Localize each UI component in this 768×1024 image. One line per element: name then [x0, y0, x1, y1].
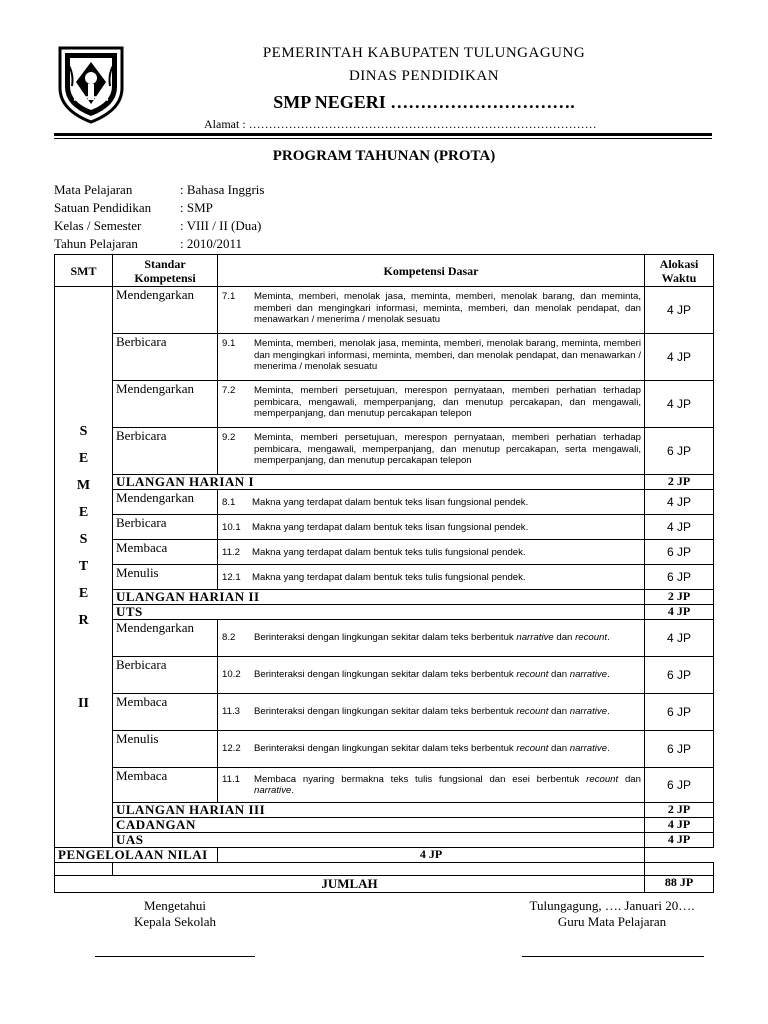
- kd-text: Meminta, memberi, menolak jasa, meminta, memberi, menolak barang, dan meminta, memberi dan mengingkari informasi, meminta, memberi, dan menolak pendapat, dan menawarkan / menerima / menolak sesuatu: [254, 291, 641, 325]
- info-row: [54, 182, 264, 200]
- semester-letter: S: [79, 531, 88, 547]
- kompetensi-dasar: [218, 381, 645, 428]
- table-row: [55, 694, 714, 731]
- kd-number: 9.2: [222, 432, 236, 443]
- kompetensi-dasar: [218, 334, 645, 381]
- alokasi-waktu: 4 JP: [645, 334, 714, 381]
- semester-letter: R: [78, 612, 89, 628]
- uts-label: UTS: [113, 605, 645, 620]
- document-info: [54, 182, 264, 254]
- standar-kompetensi: Membaca: [113, 540, 218, 565]
- prota-table: [54, 254, 714, 893]
- alokasi-waktu: 6 JP: [645, 694, 714, 731]
- teacher-signature-block: [512, 898, 712, 930]
- info-value: : 2010/2011: [180, 236, 242, 251]
- table-row: [55, 620, 714, 657]
- table-row: [55, 768, 714, 803]
- pengelolaan-nilai-jp: 4 JP: [218, 848, 645, 863]
- standar-kompetensi: Berbicara: [113, 428, 218, 475]
- ulangan-harian-3-label: ULANGAN HARIAN III: [113, 803, 645, 818]
- jumlah-jp: 88 JP: [645, 876, 714, 893]
- cadangan-label: CADANGAN: [113, 818, 645, 833]
- alokasi-waktu: 6 JP: [645, 428, 714, 475]
- summary-row: [55, 475, 714, 490]
- teacher-title: Guru Mata Pelajaran: [557, 914, 667, 929]
- kd-number: 10.2: [222, 669, 241, 681]
- header-divider-thick: [54, 133, 712, 136]
- semester-letter: E: [78, 585, 89, 601]
- kd-text: Makna yang terdapat dalam bentuk teks tulis fungsional pendek.: [252, 572, 526, 584]
- kd-number: 12.2: [222, 743, 241, 755]
- standar-kompetensi: Mendengarkan: [113, 287, 218, 334]
- info-label: Mata Pelajaran: [54, 182, 133, 197]
- standar-kompetensi: Menulis: [113, 565, 218, 590]
- kd-text: Berinteraksi dengan lingkungan sekitar dalam teks berbentuk recount dan narrative.: [254, 669, 610, 681]
- school-name: SMP NEGERI ………………………….: [273, 92, 575, 112]
- kd-number: 10.1: [222, 522, 241, 534]
- alokasi-waktu: 6 JP: [645, 540, 714, 565]
- alokasi-waktu: 6 JP: [645, 731, 714, 768]
- table-row: [55, 287, 714, 334]
- header-kompetensi-dasar: Kompetensi Dasar: [218, 255, 645, 287]
- pengelolaan-nilai-label: PENGELOLAAN NILAI: [55, 848, 218, 863]
- kd-text: Meminta, memberi persetujuan, merespon pernyataan, memberi perhatian terhadap pembicara, mengawali, memperpanjang, dan menutup percakapan, dan mengawali, memperpanjang, dan menutup percakapan telepon: [254, 385, 641, 419]
- place-date: Tulungagung, …. Januari 20….: [529, 898, 695, 913]
- acknowledged-label: Mengetahui: [143, 898, 207, 913]
- ulangan-harian-1-label: ULANGAN HARIAN I: [113, 475, 645, 490]
- info-label: Kelas / Semester: [54, 218, 142, 233]
- kompetensi-dasar: [218, 694, 645, 731]
- total-row: [55, 876, 714, 893]
- kd-text: Makna yang terdapat dalam bentuk teks lisan fungsional pendek.: [252, 522, 529, 534]
- info-label: Tahun Pelajaran: [54, 236, 138, 251]
- standar-kompetensi: Berbicara: [113, 334, 218, 381]
- kd-number: 8.2: [222, 632, 236, 644]
- alokasi-waktu: 4 JP: [645, 287, 714, 334]
- summary-row: [55, 803, 714, 818]
- ulangan-harian-2-jp: 2 JP: [645, 590, 714, 605]
- header-standar-kompetensi: Standar Kompetensi: [113, 255, 218, 287]
- kd-text: Berinteraksi dengan lingkungan sekitar dalam teks berbentuk recount dan narrative.: [254, 743, 610, 755]
- kd-number: 8.1: [222, 497, 236, 509]
- principal-signature-line: [95, 956, 255, 957]
- table-row: [55, 515, 714, 540]
- kd-number: 7.2: [222, 385, 236, 396]
- standar-kompetensi: Mendengarkan: [113, 490, 218, 515]
- kd-text: Berinteraksi dengan lingkungan sekitar dalam teks berbentuk narrative dan recount.: [254, 632, 610, 644]
- semester-letter: E: [78, 504, 89, 520]
- table-row: [55, 490, 714, 515]
- department-name: DINAS PENDIDIKAN: [348, 68, 500, 84]
- semester-cell: [55, 287, 113, 848]
- info-label: Satuan Pendidikan: [54, 200, 152, 215]
- info-row: [54, 236, 264, 254]
- alokasi-waktu: 4 JP: [645, 620, 714, 657]
- standar-kompetensi: Mendengarkan: [113, 381, 218, 428]
- teacher-signature-line: [522, 956, 704, 957]
- summary-row: [55, 818, 714, 833]
- kd-number: 9.1: [222, 338, 236, 349]
- summary-row: [55, 833, 714, 848]
- standar-kompetensi: Berbicara: [113, 657, 218, 694]
- standar-kompetensi: Berbicara: [113, 515, 218, 540]
- uas-label: UAS: [113, 833, 645, 848]
- table-row: [55, 565, 714, 590]
- cadangan-jp: 4 JP: [645, 818, 714, 833]
- table-row: [55, 381, 714, 428]
- alokasi-waktu: 6 JP: [645, 657, 714, 694]
- jumlah-label: JUMLAH: [55, 876, 645, 893]
- kompetensi-dasar: [218, 287, 645, 334]
- kompetensi-dasar: [218, 515, 645, 540]
- summary-row: [55, 848, 714, 863]
- principal-signature-block: [105, 898, 245, 930]
- kompetensi-dasar: [218, 490, 645, 515]
- kompetensi-dasar: [218, 620, 645, 657]
- semester-letter: T: [78, 558, 89, 574]
- semester-letter: E: [78, 450, 89, 466]
- kompetensi-dasar: [218, 657, 645, 694]
- principal-title: Kepala Sekolah: [134, 914, 216, 929]
- document-title: PROGRAM TAHUNAN (PROTA): [272, 148, 496, 164]
- kompetensi-dasar: [218, 540, 645, 565]
- table-row: [55, 731, 714, 768]
- kd-number: 12.1: [222, 572, 241, 584]
- ulangan-harian-2-label: ULANGAN HARIAN II: [113, 590, 645, 605]
- kompetensi-dasar: [218, 565, 645, 590]
- kd-text: Meminta, memberi, menolak jasa, meminta, memberi, menolak barang, meminta, memberi dan mengingkari informasi, meminta, memberi, dan menolak pendapat, dan menawarkan / menerima / menolak sesuatu: [254, 338, 641, 372]
- info-value: : SMP: [180, 200, 213, 215]
- table-row: [55, 657, 714, 694]
- alokasi-waktu: 6 JP: [645, 565, 714, 590]
- summary-row: [55, 590, 714, 605]
- government-name: PEMERINTAH KABUPATEN TULUNGAGUNG: [262, 45, 586, 61]
- standar-kompetensi: Menulis: [113, 731, 218, 768]
- kd-text: Makna yang terdapat dalam bentuk teks lisan fungsional pendek.: [252, 497, 529, 509]
- school-address: Alamat : ……………………………………………………………………………: [204, 117, 597, 131]
- standar-kompetensi: Membaca: [113, 694, 218, 731]
- alokasi-waktu: 6 JP: [645, 768, 714, 803]
- uas-jp: 4 JP: [645, 833, 714, 848]
- kd-text: Berinteraksi dengan lingkungan sekitar dalam teks berbentuk recount dan narrative.: [254, 706, 610, 718]
- spacer-row: [55, 863, 714, 876]
- kd-number: 7.1: [222, 291, 236, 302]
- kd-number: 11.3: [222, 706, 240, 718]
- semester-letter: S: [79, 423, 88, 439]
- standar-kompetensi: Mendengarkan: [113, 620, 218, 657]
- summary-row: [55, 605, 714, 620]
- kd-text: Makna yang terdapat dalam bentuk teks tulis fungsional pendek.: [252, 547, 526, 559]
- header-alokasi-waktu: Alokasi Waktu: [645, 255, 714, 287]
- kompetensi-dasar: [218, 428, 645, 475]
- kd-text: Meminta, memberi persetujuan, merespon pernyataan, memberi perhatian terhadap pembicara, mengawali, memperpanjang, dan menutup percakapan, serta mengawali, memperpanjang, dan menutup percakapan telepon: [254, 432, 641, 466]
- kompetensi-dasar: [218, 768, 645, 803]
- header-divider-thin: [54, 138, 712, 139]
- kompetensi-dasar: [218, 731, 645, 768]
- alokasi-waktu: 4 JP: [645, 381, 714, 428]
- ulangan-harian-3-jp: 2 JP: [645, 803, 714, 818]
- semester-number: II: [78, 695, 89, 711]
- uts-jp: 4 JP: [645, 605, 714, 620]
- standar-kompetensi: Membaca: [113, 768, 218, 803]
- info-value: : VIII / II (Dua): [180, 218, 262, 233]
- alokasi-waktu: 4 JP: [645, 515, 714, 540]
- kd-number: 11.1: [222, 773, 240, 785]
- table-row: [55, 540, 714, 565]
- ulangan-harian-1-jp: 2 JP: [645, 475, 714, 490]
- info-value: : Bahasa Inggris: [180, 182, 265, 197]
- kd-number: 11.2: [222, 547, 240, 559]
- info-row: [54, 218, 264, 236]
- header-smt: SMT: [55, 255, 113, 287]
- letterhead: [0, 0, 768, 140]
- kd-text: Membaca nyaring bermakna teks tulis fungsional dan esei berbentuk recount dan narrative.: [254, 773, 641, 796]
- table-row: [55, 334, 714, 381]
- table-row: [55, 428, 714, 475]
- semester-letter: M: [76, 477, 91, 493]
- table-header-row: [55, 255, 714, 287]
- info-row: [54, 200, 264, 218]
- alokasi-waktu: 4 JP: [645, 490, 714, 515]
